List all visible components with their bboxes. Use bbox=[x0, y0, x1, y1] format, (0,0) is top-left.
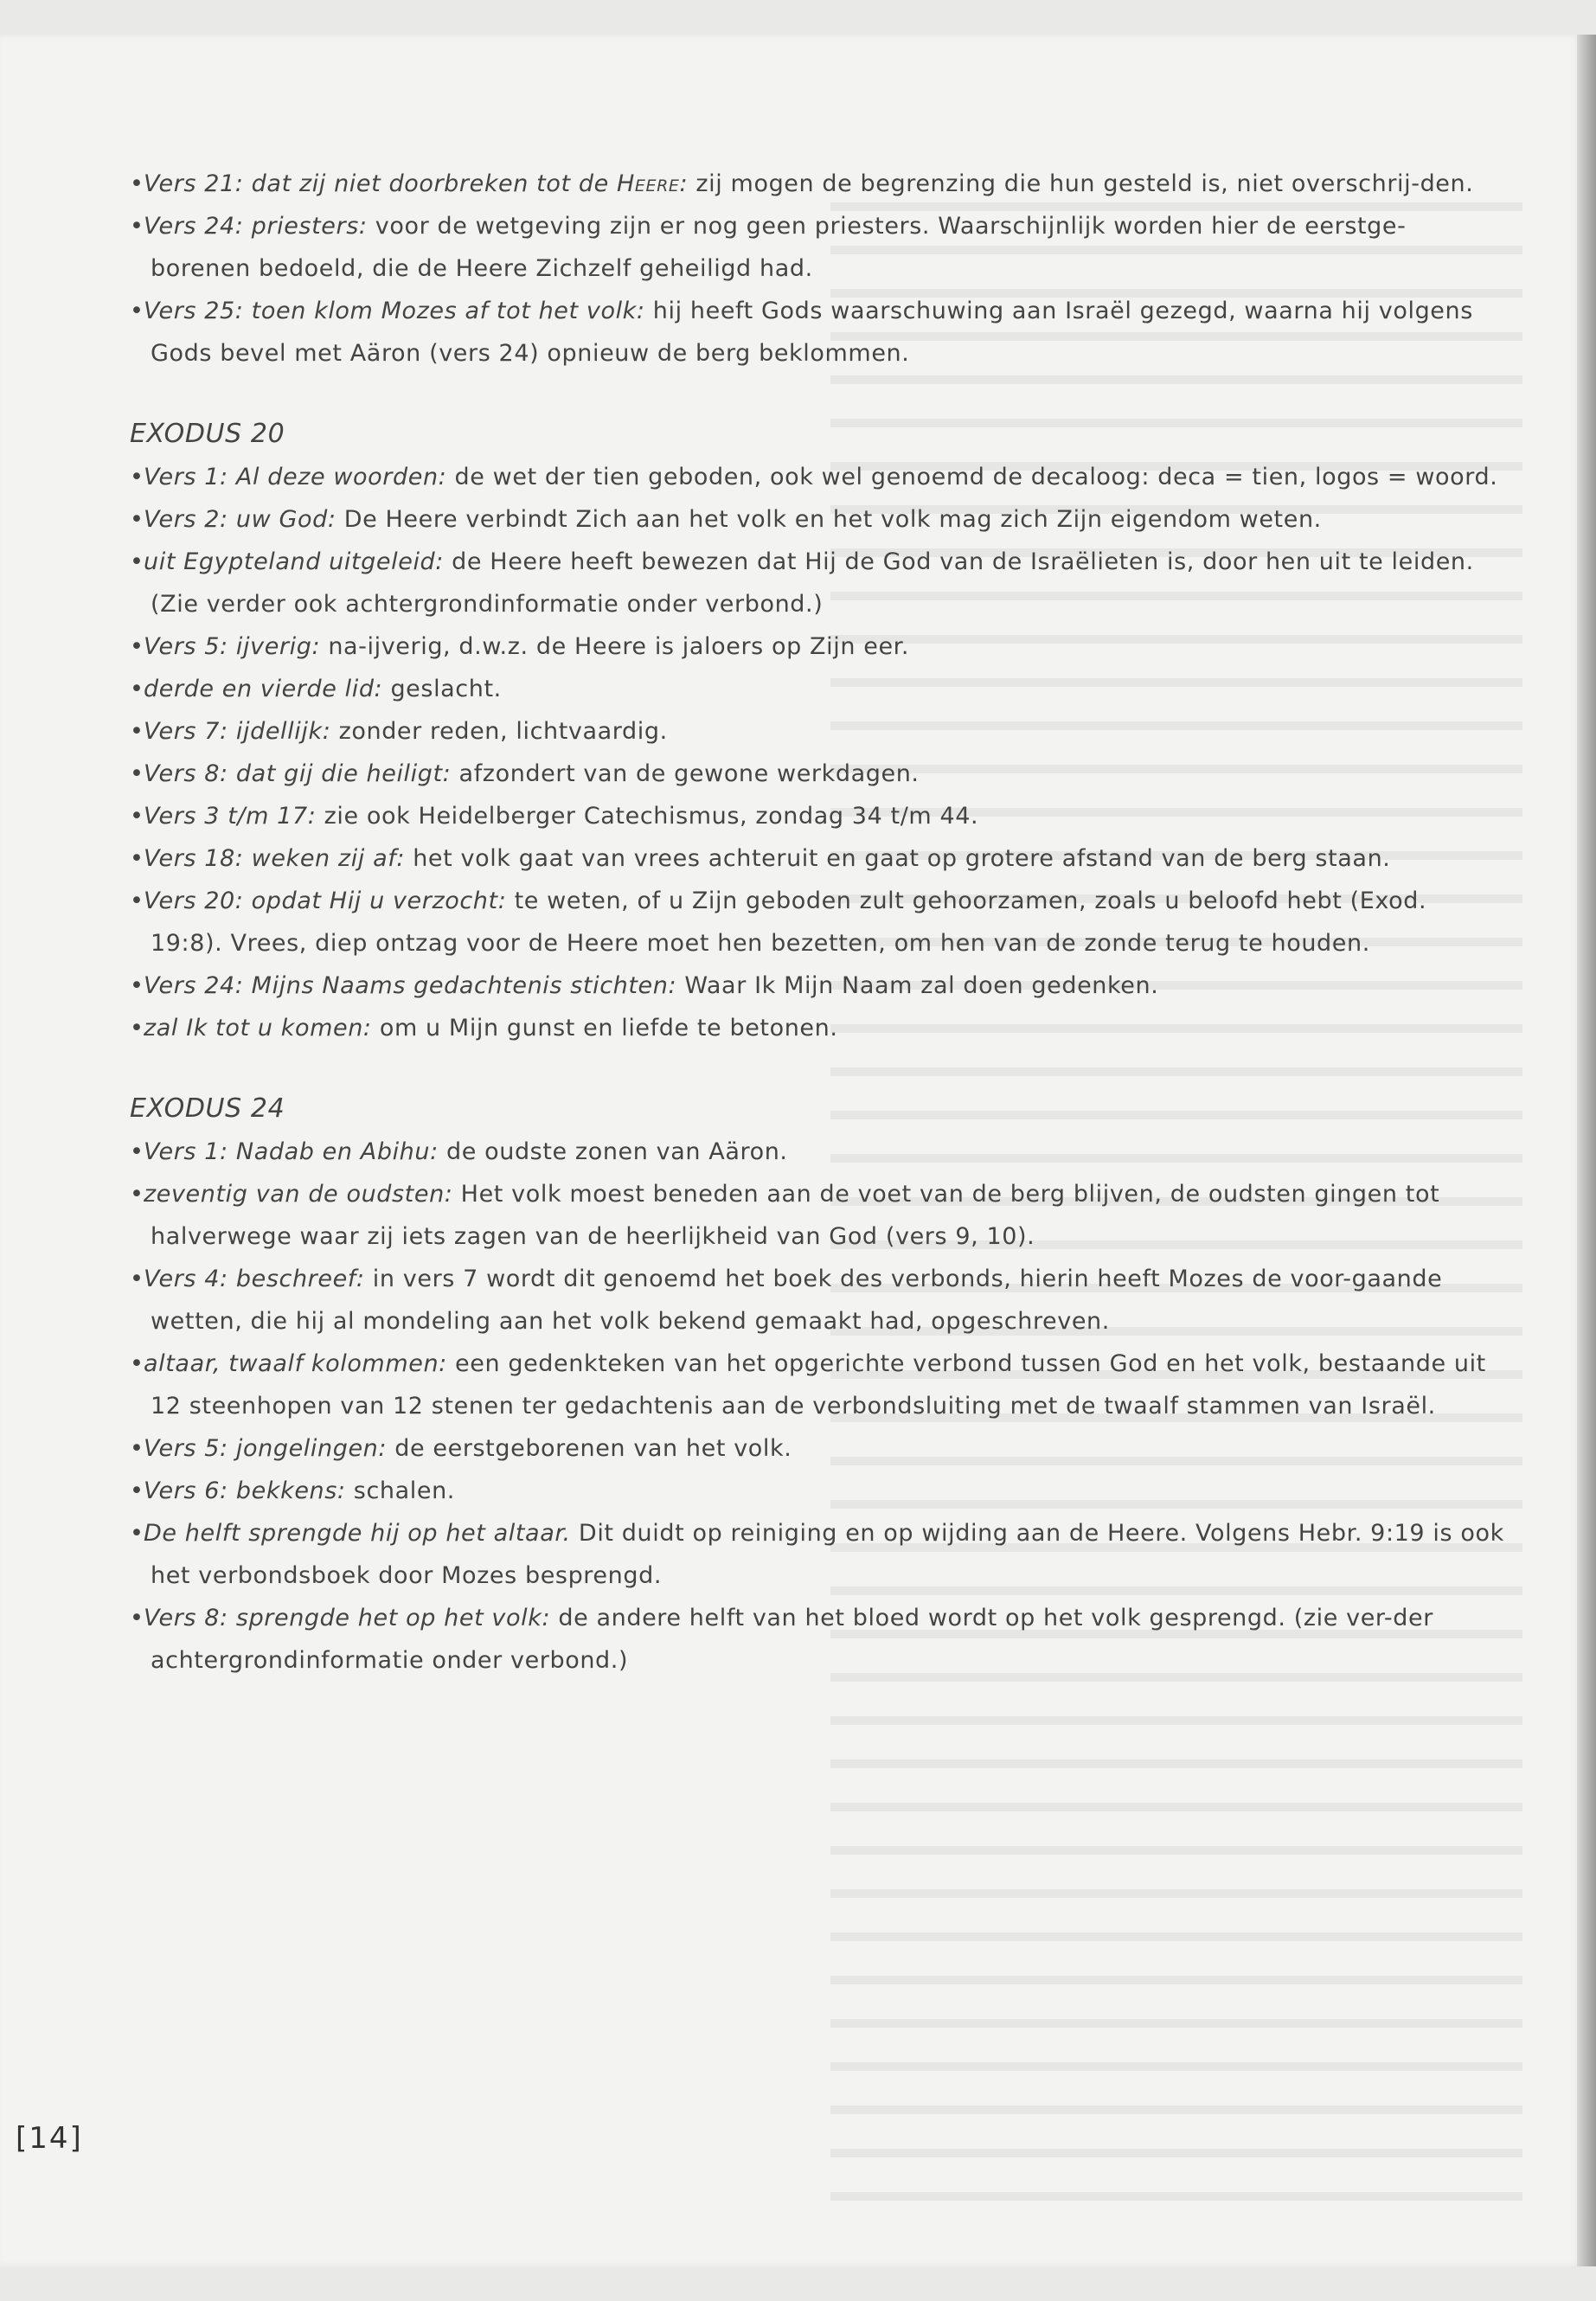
bullet-icon: • bbox=[130, 760, 144, 787]
note-entry-v19-25 bbox=[130, 290, 1505, 375]
bullet-icon: • bbox=[130, 888, 144, 914]
note-entry-e24-1b bbox=[130, 1173, 1505, 1258]
bullet-icon: • bbox=[130, 1266, 144, 1292]
note-entry-e24-8 bbox=[130, 1597, 1505, 1682]
bullet-icon: • bbox=[130, 1477, 144, 1504]
bullet-icon: • bbox=[130, 1520, 144, 1547]
note-term: Heere bbox=[616, 170, 680, 197]
note-entry-e20-1 bbox=[130, 456, 1505, 498]
bullet-icon: • bbox=[130, 213, 144, 240]
note-term: Vers 18: weken zij af: bbox=[144, 845, 406, 872]
note-term: Vers 1: Nadab en Abihu: bbox=[144, 1138, 439, 1165]
note-term: zeventig van de oudsten: bbox=[144, 1181, 453, 1208]
note-text: de andere helft van het bloed wordt op het volk gesprengd. (zie ver-der achtergrondinformatie onder verbond.) bbox=[151, 1605, 1433, 1674]
note-term: Vers 24: priesters: bbox=[144, 213, 368, 240]
note-entry-v19-21 bbox=[130, 163, 1505, 205]
note-text: schalen. bbox=[345, 1477, 455, 1504]
bullet-icon: • bbox=[130, 298, 144, 324]
exodus-19-notes bbox=[130, 163, 1505, 375]
note-term: derde en vierde lid: bbox=[144, 676, 383, 702]
note-entry-e20-24 bbox=[130, 965, 1505, 1007]
note-entry-e20-7 bbox=[130, 710, 1505, 753]
exodus-24-notes bbox=[130, 1131, 1505, 1682]
note-term: Vers 3 t/m 17: bbox=[144, 803, 317, 830]
note-entry-e24-4 bbox=[130, 1258, 1505, 1343]
bullet-icon: • bbox=[130, 803, 144, 830]
note-term: : bbox=[679, 170, 689, 197]
note-term: Vers 5: ijverig: bbox=[144, 633, 321, 660]
note-term: Vers 20: opdat Hij u verzocht: bbox=[144, 888, 507, 914]
bullet-icon: • bbox=[130, 548, 144, 575]
bullet-icon: • bbox=[130, 1350, 144, 1377]
note-text: een gedenkteken van het opgerichte verbond tussen God en het volk, bestaande uit 12 steenhopen van 12 stenen ter gedachtenis aan de verbondsluiting met de twaalf stammen van Israël. bbox=[151, 1350, 1486, 1420]
note-text: na-ijverig, d.w.z. de Heere is jaloers op Zijn eer. bbox=[320, 633, 910, 660]
bullet-icon: • bbox=[130, 718, 144, 745]
note-text: te weten, of u Zijn geboden zult gehoorzamen, zoals u beloofd hebt (Exod. 19:8). Vrees, diep ontzag voor de Heere moet hen bezetten, om hen van de zonde terug te houden. bbox=[151, 888, 1427, 957]
bullet-icon: • bbox=[130, 972, 144, 999]
note-text: om u Mijn gunst en liefde te betonen. bbox=[371, 1015, 838, 1042]
note-term: Vers 6: bekkens: bbox=[144, 1477, 346, 1504]
page-number: [14] bbox=[16, 2121, 83, 2156]
note-term: Vers 8: dat gij die heiligt: bbox=[144, 760, 452, 787]
note-text: voor de wetgeving zijn er nog geen priesters. Waarschijnlijk worden hier de eerstge-borenen bedoeld, die de Heere Zichzelf geheiligd had. bbox=[151, 213, 1407, 282]
note-entry-e24-1 bbox=[130, 1131, 1505, 1173]
bullet-icon: • bbox=[130, 506, 144, 533]
note-entry-e20-24b bbox=[130, 1007, 1505, 1049]
note-entry-e24-6b bbox=[130, 1512, 1505, 1597]
note-text: Waar Ik Mijn Naam zal doen gedenken. bbox=[676, 972, 1159, 999]
note-term: Vers 1: Al deze woorden: bbox=[144, 464, 447, 490]
note-term: Vers 24: Mijns Naams gedachtenis stichten: bbox=[144, 972, 677, 999]
bullet-icon: • bbox=[130, 1138, 144, 1165]
note-text: in vers 7 wordt dit genoemd het boek des verbonds, hierin heeft Mozes de voor-gaande wetten, die hij al mondeling aan het volk bekend gemaakt had, opgeschreven. bbox=[151, 1266, 1443, 1335]
note-entry-v19-24 bbox=[130, 205, 1505, 290]
exodus-20-notes bbox=[130, 456, 1505, 1049]
note-text: hij heeft Gods waarschuwing aan Israël gezegd, waarna hij volgens Gods bevel met Aäron (vers 24) opnieuw de berg beklommen. bbox=[151, 298, 1473, 367]
note-text: Dit duidt op reiniging en op wijding aan de Heere. Volgens Hebr. 9:19 is ook het verbondsboek door Mozes besprengd. bbox=[151, 1520, 1504, 1589]
note-text: De Heere verbindt Zich aan het volk en het volk mag zich Zijn eigendom weten. bbox=[336, 506, 1322, 533]
note-term: De helft sprengde hij op het altaar. bbox=[144, 1520, 571, 1547]
note-term: Vers 5: jongelingen: bbox=[144, 1435, 388, 1462]
note-entry-e20-5b bbox=[130, 668, 1505, 710]
note-entry-e24-5 bbox=[130, 1427, 1505, 1470]
note-term: Vers 21: dat zij niet doorbreken tot de bbox=[144, 170, 617, 197]
note-entry-e24-4b bbox=[130, 1343, 1505, 1427]
page-content bbox=[130, 163, 1505, 1682]
note-term: Vers 25: toen klom Mozes af tot het volk: bbox=[144, 298, 645, 324]
bullet-icon: • bbox=[130, 1605, 144, 1631]
note-text: de wet der tien geboden, ook wel genoemd de decaloog: deca = tien, logos = woord. bbox=[446, 464, 1498, 490]
note-term: Vers 8: sprengde het op het volk: bbox=[144, 1605, 551, 1631]
bullet-icon: • bbox=[130, 1435, 144, 1462]
note-entry-e20-2 bbox=[130, 498, 1505, 541]
binding-shadow bbox=[1577, 35, 1596, 2266]
note-entry-e20-18 bbox=[130, 837, 1505, 880]
note-entry-e20-8 bbox=[130, 753, 1505, 795]
note-text: Het volk moest beneden aan de voet van de berg blijven, de oudsten gingen tot halverwege waar zij iets zagen van de heerlijkheid van God (vers 9, 10). bbox=[151, 1181, 1440, 1250]
note-text: zij mogen de begrenzing die hun gesteld is, niet overschrij-den. bbox=[688, 170, 1474, 197]
note-entry-e20-20 bbox=[130, 880, 1505, 965]
note-text: geslacht. bbox=[382, 676, 502, 702]
note-entry-e20-3-17 bbox=[130, 795, 1505, 837]
note-text: het volk gaat van vrees achteruit en gaat op grotere afstand van de berg staan. bbox=[405, 845, 1391, 872]
note-term: uit Egypteland uitgeleid: bbox=[144, 548, 444, 575]
note-text: zie ook Heidelberger Catechismus, zondag 34 t/m 44. bbox=[316, 803, 979, 830]
note-text: de eerstgeborenen van het volk. bbox=[387, 1435, 792, 1462]
note-text: de oudste zonen van Aäron. bbox=[438, 1138, 788, 1165]
note-entry-e20-5 bbox=[130, 625, 1505, 668]
note-term: Vers 4: beschreef: bbox=[144, 1266, 365, 1292]
bullet-icon: • bbox=[130, 633, 144, 660]
bullet-icon: • bbox=[130, 1181, 144, 1208]
exodus-24-heading: EXODUS 24 bbox=[130, 1093, 285, 1124]
note-term: Vers 2: uw God: bbox=[144, 506, 337, 533]
note-text: afzondert van de gewone werkdagen. bbox=[451, 760, 920, 787]
bullet-icon: • bbox=[130, 170, 144, 197]
note-term: altaar, twaalf kolommen: bbox=[144, 1350, 447, 1377]
bullet-icon: • bbox=[130, 464, 144, 490]
note-entry-e20-2b bbox=[130, 541, 1505, 625]
note-text: de Heere heeft bewezen dat Hij de God van de Israëlieten is, door hen uit te leiden. (Zie verder ook achtergrondinformatie onder verbond.) bbox=[151, 548, 1474, 618]
bullet-icon: • bbox=[130, 676, 144, 702]
note-term: zal Ik tot u komen: bbox=[144, 1015, 372, 1042]
note-term: Vers 7: ijdellijk: bbox=[144, 718, 331, 745]
bullet-icon: • bbox=[130, 1015, 144, 1042]
note-entry-e24-6 bbox=[130, 1470, 1505, 1512]
bullet-icon: • bbox=[130, 845, 144, 872]
exodus-20-heading: EXODUS 20 bbox=[130, 419, 285, 449]
note-text: zonder reden, lichtvaardig. bbox=[330, 718, 668, 745]
